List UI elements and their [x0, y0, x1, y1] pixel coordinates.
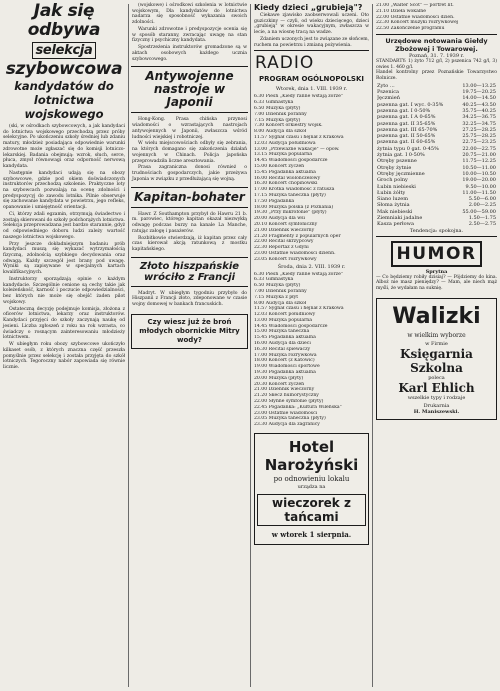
- program-entry: 15.45 Pogadanka aktualna: [254, 335, 316, 341]
- program-entry: 22.00 Słynne symfonie (płyty): [254, 399, 324, 405]
- program-entry: 6.33 Gimnastyka: [254, 100, 294, 106]
- price-value: 22.75—23.25: [462, 139, 496, 146]
- price-name: Jęczmień: [377, 95, 400, 102]
- radio-title: RADIO: [255, 53, 315, 74]
- program-entry: 7.15 Muzyka (płyty): [254, 117, 301, 123]
- hotel-advertisement: [254, 433, 369, 545]
- program-entry: 11.57 Sygnał czasu i hejnał z Krakowa: [254, 306, 344, 312]
- price-value: 10.50—11.00: [462, 164, 496, 171]
- paragraph: Ciekawe zjawisko zaobserwowali uczeni. Oto guziczkiny — czyli, od wieku dziecięcego, dzieci „grubieją" w okresie wakacyjnym, zwłaszcza w lecie, a na wiosnę tracą na wadze.: [254, 13, 369, 36]
- price-value: 25.75—28.25: [462, 133, 496, 140]
- program-entry: 21.00 Dziennik wieczorny: [254, 227, 315, 233]
- hotel-event: wieczorek z tańcami: [257, 494, 366, 526]
- program-entry: 22.00 Ostatnie wiadomości dzien.: [376, 14, 455, 20]
- column-2: [129, 0, 250, 691]
- printer-name: H. Maniszewski.: [413, 408, 460, 415]
- program-entry: 20.10 Koncert symfoniczny: [254, 221, 318, 227]
- program-entry: 14.45 Wiadomości gospodarcze: [254, 323, 328, 329]
- market-note: Handel kontrolny przez Poznańskie Towarzystwo Rolnicze.: [376, 70, 497, 82]
- article-selection-body: [0, 124, 128, 371]
- program-entry: 21.00 Dziennik wieczorny: [254, 387, 315, 393]
- price-value: 55.00—59.00: [462, 208, 496, 215]
- program-entry: 18.00 Muzyka polska (z Poznania): [254, 204, 334, 210]
- program-entry: 23.30 Audycja dla zagranicy: [254, 422, 320, 428]
- program-entry: 22.30 Koncert muzyki rozrywkowej: [376, 20, 459, 26]
- paragraph: Zdaniem uczonych jest to związane ze słońcem, ruchem na powietrzu i zmianą pożywienia.: [254, 37, 369, 48]
- price-name: Mak niebieski: [377, 208, 413, 215]
- printer-label: Drukarnia: [423, 402, 450, 409]
- paragraph: (ski, w ośrodkach szybowcowych, a jak kandydaci do lotnictwa wojskowego przechodzą przez próby selekcyjne. Po ukończeniu szkoły średniej lub zdaniu matury, młodzież posiadająca odpowiednie warunki zdrowotne może zgłaszać się do komisji lotniczo-lekarskiej. Badania obejmują: wzrok, słuch, serce, płuca, zmysł równowagi oraz odporność nerwową kandydata.: [3, 124, 125, 169]
- price-name: Łubin niebieski: [377, 183, 416, 190]
- radio-program-tail: [373, 3, 500, 32]
- walizki-line-1: w wielkim wyborze: [407, 331, 466, 339]
- price-name: pszenna gat. II 50-65%: [377, 133, 436, 140]
- program-entry: 22.45 Pogadanka: „Kultura Wileńska": [254, 404, 342, 410]
- radio-program-2: [251, 272, 372, 429]
- program-entry: 23.00 Ostatnie wiadomości dzienn.: [254, 250, 336, 256]
- price-name: Ziemniaki jadalne: [377, 215, 423, 222]
- walizki-line-2: w Firmie: [425, 340, 448, 347]
- program-entry: 21.20 Fragmenty z popularnych oper: [254, 233, 341, 239]
- program-entry: 22.50 Zakończenie programu: [376, 26, 445, 32]
- program-entry: 6.30 Pieśń „Kiedy ranne wstają zorze": [254, 94, 343, 100]
- separator: [254, 50, 369, 51]
- paragraph: W wielu miejscowościach odbyły się zebrania, na których domagano się zakończenia działań wojennych w Chinach. Policja japońska przeprowadziła liczne aresztowania.: [132, 141, 247, 164]
- price-value: 10.00—10.50: [462, 170, 496, 177]
- paragraph: (wojskowe) i ośrodkowi szkolenia w lotnictwie wojskowym, Dla kandydatów do lotnictwa nadarza się sposobność wykazania swoich zdolności.: [132, 3, 247, 26]
- price-value: 11.75—12.25: [462, 158, 496, 165]
- price-value: 40.25—43.50: [462, 101, 496, 108]
- program-entry: 8.00 Audycja dla szkół: [254, 300, 307, 306]
- price-value: 11.00—11.50: [462, 189, 496, 196]
- headline-suffix: szybowcowa: [5, 59, 123, 79]
- price-name: pszenna gat. I A 0-65%: [377, 114, 436, 121]
- price-name: Groch polny: [377, 177, 408, 184]
- walizki-title: Walizki: [392, 303, 481, 329]
- price-value: 19.75—20.25: [462, 89, 496, 96]
- program-entry: 15.00 Koncert życzeń: [254, 163, 305, 169]
- program-entry: 23.00 Ostatnie wiadomości: [254, 410, 318, 416]
- program-entry: 14.45 Wiadomości gospodarcze: [254, 158, 328, 164]
- walizki-line-4: wszelkie typy i rodzaje: [407, 394, 466, 401]
- price-name: Żyto ...: [377, 82, 395, 89]
- article-kapitan-body: [129, 212, 250, 253]
- price-name: żytnia gat. I 0-50%: [377, 152, 425, 159]
- program-entry: 17.00 Muzyka rozrywkowa: [254, 352, 317, 358]
- column-1: [0, 0, 128, 691]
- program-entry: 6.50 Muzyka (płyty): [254, 106, 301, 111]
- price-table: [373, 83, 500, 228]
- program-day-2: Środa, dnia 2. VIII. 1939 r.: [277, 263, 346, 270]
- column-3: [251, 0, 372, 691]
- headline-prefix: Jak się odbywa: [27, 1, 101, 40]
- program-entry: 6.50 Muzyka (płyty): [254, 283, 301, 289]
- program-day-1: Wtorek, dnia 1. VIII. 1939 r.: [275, 86, 348, 93]
- humor-text: — Co będziemy robiły dzisiaj? — Pójdziemy do kina. Alboż nie masz pieniędzy? — Mam, ale niech mąż myśli, że wydałam na suknię.: [376, 274, 497, 292]
- program-entry: 21.20 Skecz humorystyczny: [254, 393, 319, 399]
- article-japan-body: [129, 117, 250, 182]
- headline-boxed-word: selekcja: [32, 42, 95, 59]
- owner-name: Karl Ehlich: [398, 380, 475, 395]
- price-name: Otręby jęczmienne: [377, 170, 425, 177]
- program-entry: 16.30 Koncert chopinowski: [254, 181, 318, 187]
- hotel-name: Hotel Narożyński: [264, 438, 359, 475]
- price-name: Otręby żytnie: [377, 164, 412, 171]
- market-title: Urzędowe notowania Giełdy Zbożowej i Towarowej.: [385, 36, 488, 53]
- price-name: pszenna gat. I wyc. 0-35%: [377, 101, 444, 108]
- article-zloto-body: [129, 291, 250, 308]
- price-value: 14.00—14.50: [462, 95, 496, 102]
- program-entry: 7.00 Dziennik poranny: [254, 111, 307, 117]
- program-entry: 15.45 Pogadanka aktualna: [254, 169, 316, 175]
- walizki-line-3: poleca: [428, 374, 445, 381]
- radio-program-1: [251, 94, 372, 262]
- price-name: Kasza perłowa: [377, 221, 414, 228]
- program-entry: 8.00 Audycja dla szkół: [254, 129, 307, 135]
- hotel-line-1: po odnowieniu lokalu: [273, 475, 350, 484]
- market-standard: STANDARTY: 1) żyto 712 g/l, 2) pszenica 742 g/l, 3) owies 1. 460 g/l.: [376, 58, 497, 70]
- price-value: 9.50—10.00: [465, 183, 496, 190]
- walizki-advertisement: [376, 298, 497, 420]
- program-entry: 16.00 Recital wiolonczelowy: [254, 175, 321, 181]
- program-entry: 6.30 Pieśń „Kiedy ranne wstają zorze": [254, 271, 343, 277]
- ask-box: Czy wiesz już że broń młodych obornickie Mitry wody?: [131, 314, 248, 349]
- humor-title: HUMOR: [391, 241, 482, 267]
- program-entry: 21.00 „Walter Scot" — portret lit.: [376, 3, 454, 8]
- price-value: 32.25—34.75: [462, 120, 496, 127]
- program-entry: 7.00 Dziennik poranny: [254, 288, 307, 294]
- paragraph: Spostrzeżenia instruktorów gromadzone są w aktach osobowych każdego ucznia szybowcowego.: [132, 45, 247, 62]
- price-value: 20.75—21.00: [462, 152, 496, 159]
- program-entry: 21.10 Dzieła wokalne: [376, 8, 426, 14]
- program-entry: 22.30 Reportaż z Gdyni: [254, 245, 309, 251]
- program-entry: 19.00 Wiadomości sportowe: [254, 364, 320, 370]
- program-entry: 12.03 Audycja południowa: [254, 140, 316, 146]
- headline-japan: Antywojenne nastroje w Japonii: [131, 66, 248, 113]
- price-value: 5.50—6.00: [468, 196, 496, 203]
- program-entry: 13.00 „Przeważne wakacje" — opow.: [254, 146, 340, 152]
- price-name: pszenna gat. II 60-65%: [377, 139, 436, 146]
- price-name: Łubin żółty: [377, 189, 406, 196]
- column-4: [373, 0, 500, 691]
- program-entry: 20.00 Audycja dla wsi: [254, 216, 305, 222]
- price-name: Otręby pszenne: [377, 158, 417, 165]
- radio-subtitle: PROGRAM OGÓLNOPOLSKI: [259, 75, 364, 84]
- paragraph: Ci, którzy zdali egzamin, otrzymują świadectwo i zostają skierowani do szkoły podchorążych lotnictwa. Selekcja przeprowadzana jest bardzo starannie, gdyż od odpowiedniego doboru ludzi zależy wartość naszego lotnictwa wojskowego.: [3, 211, 125, 240]
- paragraph: Ostateczną decyzję podejmuje komisja, złożona z oficerów lotnictwa, lekarzy oraz instruktorów. Kandydaci przyjęci do szkoły zaczynają naukę od jesieni. Liczba zgłoszeń z roku na rok wzrasta, co świadczy o rosnącym zainteresowaniu młodzieży lotnictwem.: [3, 306, 125, 341]
- price-name: pszenna gat. III 65-70%: [377, 126, 438, 133]
- separator: [376, 236, 497, 237]
- price-value: 27.25—28.25: [462, 126, 496, 133]
- price-value: 34.25—36.75: [462, 114, 496, 121]
- program-entry: 22.00 Recital skrzypcowy: [254, 239, 314, 245]
- paragraph: Instruktorzy sporządzają opinie o każdym kandydacie. Szczególnie cenione są cechy takie jak koleżeńskość, karność i poczucie odpowiedzialności, bez których nie może się obejść żaden pilot wojskowy.: [3, 277, 125, 305]
- program-entry: 13.00 Muzyka popularna: [254, 317, 312, 323]
- program-entry: 17.15 Muzyka taneczna (płyty): [254, 192, 326, 198]
- price-value: 22.00—22.75: [462, 145, 496, 152]
- headline-kapitan: Kapitan-bohater: [131, 187, 248, 208]
- program-entry: 23.05 Koncert rozrywkowy: [254, 256, 317, 262]
- program-entry: 18.00 Koncert (z Katowic): [254, 358, 315, 364]
- hotel-date: w wtorek 1 sierpnia.: [271, 530, 352, 540]
- program-entry: 19.30 Pogadanka aktualna: [254, 370, 316, 376]
- paragraph: Przy jeszcze dokładniejszym badaniu prób kandydaci muszą się wykazać wytrzymałością fizyczną, zdolnością szybkiego decydowania oraz odwagą. Każdy szczegół jest brany pod uwagę. Wyniki są zapisywane w specjalnych kartach kwalifikacyjnych.: [3, 241, 125, 276]
- paragraph: Madryt. W ubiegłym tygodniu przybyło do Hiszpanii z Francji złoto, zdeponowane w czasie wojny domowej w bankach francuskich.: [132, 290, 247, 308]
- program-entry: 15.00 Muzyka taneczna: [254, 329, 310, 335]
- article-continuation-body: [129, 3, 250, 62]
- price-name: pszenna gat. I 0-50%: [377, 107, 431, 114]
- article-kids-body: [251, 13, 372, 48]
- separator: [376, 34, 497, 35]
- price-name: żytnia typu 0 gat. 0-45%: [377, 145, 439, 152]
- program-entry: 17.50 Pogadanka: [254, 198, 295, 204]
- paragraph: Hawr. Z Southampton przybył do Hawru 21 b. m. parowiec, którego kapitan okazał niezwykłą odwagę podczas burzy na kanale La Manche, ratując załogę i pasażerów.: [132, 211, 247, 234]
- price-value: 13.00—13.25: [462, 82, 496, 89]
- price-value: 19.00—20.00: [462, 177, 496, 184]
- program-entry: 7.15 Muzyka z płyt: [254, 294, 299, 300]
- program-entry: 16.00 Audycja dla dzieci: [254, 341, 311, 347]
- headline-selection: [0, 0, 128, 79]
- market-footer: Tendencja: spokojna.: [409, 227, 464, 234]
- program-entry: 17.00 Krótka wiadomość z ratusza: [254, 187, 335, 193]
- program-entry: 20.00 Muzyka (płyty): [254, 375, 304, 381]
- headline-kids: Kiedy dzieci „grubieją"?: [254, 3, 363, 12]
- program-entry: 13.15 Muzyka popularna: [254, 152, 312, 158]
- price-name: Słoma żytnia: [377, 202, 410, 209]
- program-entry: 6.33 Gimnastyka: [254, 277, 294, 283]
- program-entry: 7.30 Koncert orkiestry wojsk.: [254, 123, 323, 129]
- program-entry: 20.30 Koncert życzeń: [254, 381, 305, 387]
- humor-subtitle: Sprytna: [425, 268, 448, 275]
- price-value: 2.50—2.75: [468, 221, 496, 228]
- headline-zloto: Złoto hiszpańskie wróciło z Francji: [131, 257, 248, 287]
- program-entry: 12.03 Koncert południowy: [254, 312, 316, 318]
- paragraph: Hong-Kong. Prasa chińska przynosi wiadomości o wzrastających nastrojach antywojennych w Japonii, zwłaszcza wśród ludności wiejskiej i robotniczej.: [132, 117, 247, 140]
- paragraph: W ubiegłym roku obozy szybowcowe ukończyło kilkaset osób, z których znaczna część przeszła pomyślnie przez selekcję i została przyjęta do szkół lotniczych. Tegoroczny nabór zapowiada się równie licznie.: [3, 342, 125, 370]
- price-name: Siano luzem: [377, 196, 408, 203]
- price-value: 35.75—40.25: [462, 107, 496, 114]
- headline-subline: kandydatów do lotnictwa wojskowego: [14, 79, 114, 121]
- program-entry: 19.30 „Przy mikrofonie" (płyty): [254, 210, 327, 216]
- paragraph: Następnie kandydaci udają się na obozy szybowcowe, gdzie pod okiem doświadczonych instruktorów przechodzą szkolenie. Praktyczne loty na szybowcach pozwalają na ocenę zdolności i predyspozycyj do zawodu lotnika. Pilnie obserwuje się zachowanie kandydata w powietrzu, jego refleks, opanowanie i umiejętność orientacji.: [3, 170, 125, 211]
- price-value: 2.00—2.25: [468, 202, 496, 209]
- program-entry: 23.05 Muzyka taneczna (płyty): [254, 416, 326, 422]
- program-entry: 16.30 Recital śpiewaczy: [254, 346, 311, 352]
- shop-name: Księgarnia Szkolna: [400, 346, 473, 375]
- price-value: 1.50—1.75: [468, 215, 496, 222]
- hotel-line-2: urządza na: [297, 484, 326, 491]
- paragraph: Prasa zagraniczna donosi również o trudnościach gospodarczych, jakie przeżywa Japonia w związku z przedłużającą się wojną.: [132, 165, 247, 182]
- price-name: Pszenica: [377, 89, 399, 96]
- price-name: pszenna gat. II 35-65%: [377, 120, 436, 127]
- market-date: Poznań, 31. 7. 1939 r.: [408, 52, 465, 59]
- paragraph: Warunki zdrowotne i predyspozycje ocenia się w sposób staranny, zwracając uwagę na stan fizyczny i psychiczny kandydata.: [132, 27, 247, 44]
- paragraph: Rozbitkowie stwierdzają, iż kapitan przez cały czas kierował akcją ratunkową z mostku kapitańskiego.: [132, 235, 247, 252]
- program-entry: 11.57 Sygnał czasu i hejnał z Krakowa: [254, 134, 344, 140]
